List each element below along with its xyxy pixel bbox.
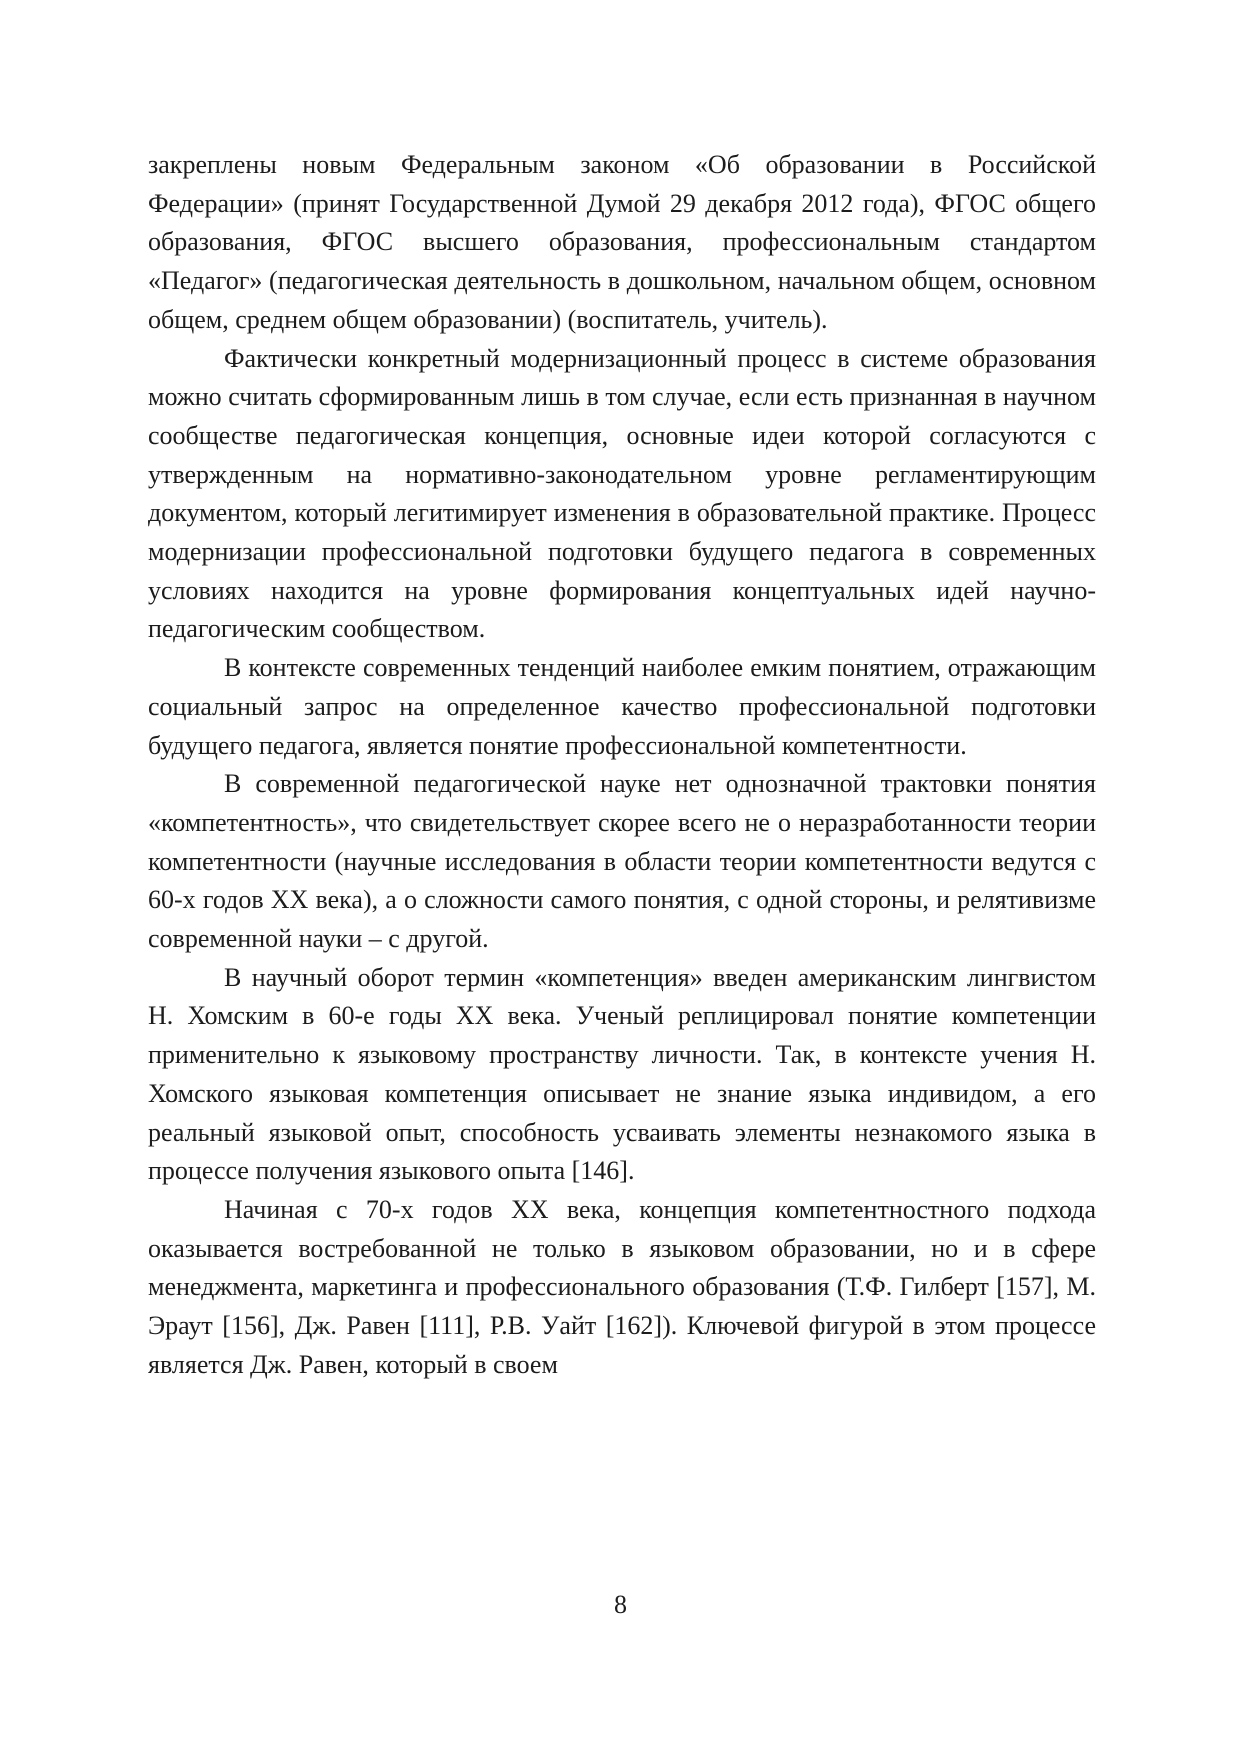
paragraph-6: Начиная с 70-х годов XX века, концепция компетентностного подхода оказывается востребованной не только в языковом образовании, но и в сфере менеджмента, маркетинга и профессионального образования (Т.Ф. Гилберт [157], М. Эраут [156], Дж. Равен [111], Р.В. Уайт [162]). Ключевой фигурой в этом процессе является Дж. Равен, который в своем <box>148 1194 1096 1379</box>
paragraph-3: В контексте современных тенденций наиболее емким понятием, отражающим социальный запрос на определенное качество профессиональной подготовки будущего педагога, является понятие профессиональной компетентности. <box>148 653 1096 760</box>
paragraph-2: Фактически конкретный модернизационный процесс в системе образования можно считать сформированным лишь в том случае, если есть признанная в научном сообществе педагогическая концепция, основные идеи которой согласуются с утвержденным на нормативно-законодательном уровне регламентирующим документом, который легитимирует изменения в образовательной практике. Процесс модернизации профессиональной подготовки будущего педагога в современных условиях находится на уровне формирования концептуальных идей научно-педагогическим сообществом. <box>148 343 1096 644</box>
paragraph-4: В современной педагогической науке нет однозначной трактовки понятия «компетентность», что свидетельствует скорее всего не о неразработанности теории компетентности (научные исследования в области теории компетентности ведутся с 60-х годов XX века), а о сложности самого понятия, с одной стороны, и релятивизме современной науки – с другой. <box>148 769 1096 954</box>
page-number: 8 <box>614 1590 627 1619</box>
paragraph-1: закреплены новым Федеральным законом «Об образовании в Российской Федерации» (принят Государственной Думой 29 декабря 2012 года), ФГОС общего образования, ФГОС высшего образования, профессиональным стандартом «Педагог» (педагогическая деятельность в дошкольном, начальном общем, основном общем, среднем общем образовании) (воспитатель, учитель). <box>148 150 1096 334</box>
body-text <box>148 146 1096 1385</box>
paragraph-5: В научный оборот термин «компетенция» введен американским лингвистом Н. Хомским в 60-е годы XX века. Ученый реплицировал понятие компетенции применительно к языковому пространству личности. Так, в контексте учения Н. Хомского языковая компетенция описывает не знание языка индивидом, а его реальный языковой опыт, способность усваивать элементы незнакомого языка в процессе получения языкового опыта [146]. <box>148 962 1096 1186</box>
